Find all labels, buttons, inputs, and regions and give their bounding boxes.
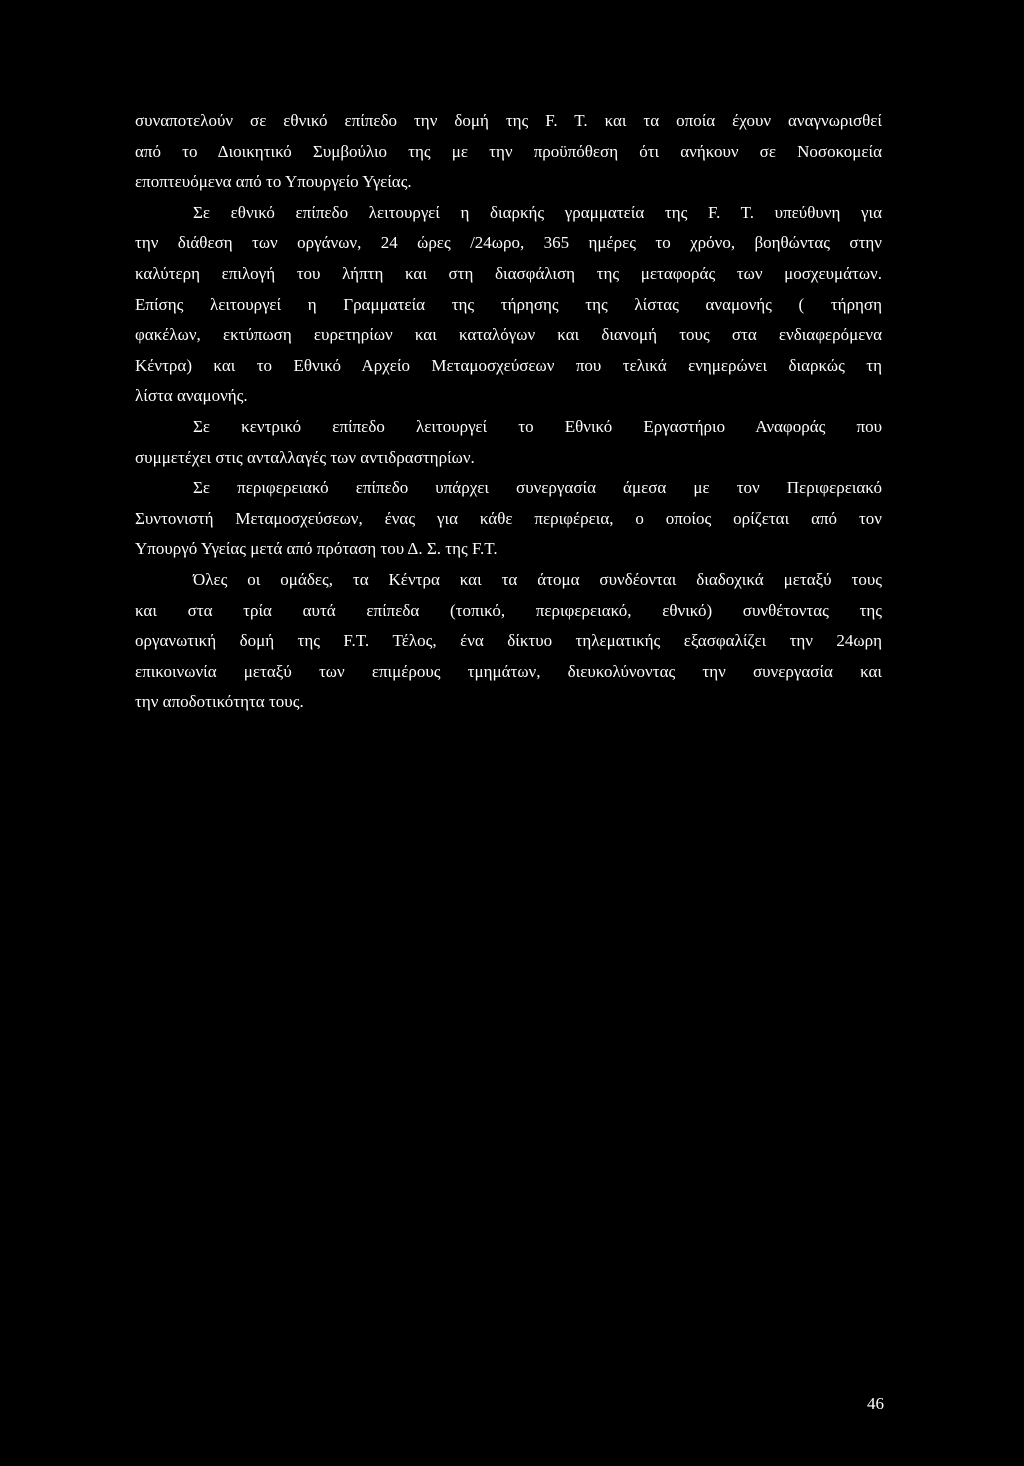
text-line: καλύτερη επιλογή του λήπτη και στη διασφάλιση της μεταφοράς των μοσχευμάτων.	[135, 263, 882, 283]
text-line: επικοινωνία μεταξύ των επιμέρους τμημάτων, διευκολύνοντας την συνεργασία και	[135, 661, 882, 681]
text-line: Υπουργό Υγείας μετά από πρόταση του Δ. Σ. της F.T.	[135, 539, 498, 559]
text-line: Κέντρα) και το Εθνικό Αρχείο Μεταμοσχεύσεων που τελικά ενημερώνει διαρκώς τη	[135, 355, 882, 375]
text-line: την αποδοτικότητα τους.	[135, 692, 304, 712]
text-line: λίστα αναμονής.	[135, 386, 248, 406]
body-text	[135, 106, 882, 718]
text-line: εποπτευόμενα από το Υπουργείο Υγείας.	[135, 172, 412, 192]
text-line: την διάθεση των οργάνων, 24 ώρες /24ωρο, 365 ημέρες το χρόνο, βοηθώντας στην	[135, 233, 882, 253]
text-line: Επίσης λειτουργεί η Γραμματεία της τήρησης της λίστας αναμονής ( τήρηση	[135, 294, 882, 314]
page-number: 46	[867, 1394, 884, 1413]
text-line: Σε περιφερειακό επίπεδο υπάρχει συνεργασία άμεσα με τον Περιφερειακό	[193, 478, 882, 498]
text-line: οργανωτική δομή της F.T. Τέλος, ένα δίκτυο τηλεματικής εξασφαλίζει την 24ωρη	[135, 631, 882, 651]
text-line: συναποτελούν σε εθνικό επίπεδο την δομή της F. T. και τα οποία έχουν αναγνωρισθεί	[135, 111, 882, 130]
text-line: Σε εθνικό επίπεδο λειτουργεί η διαρκής γραμματεία της F. T. υπεύθυνη για	[193, 202, 882, 222]
text-line: Σε κεντρικό επίπεδο λειτουργεί το Εθνικό Εργαστήριο Αναφοράς που	[193, 416, 882, 436]
text-line: Συντονιστή Μεταμοσχεύσεων, ένας για κάθε περιφέρεια, ο οποίος ορίζεται από τον	[135, 508, 882, 528]
text-line: συμμετέχει στις ανταλλαγές των αντιδραστηρίων.	[135, 447, 475, 467]
text-line: και στα τρία αυτά επίπεδα (τοπικό, περιφερειακό, εθνικό) συνθέτοντας της	[135, 600, 882, 620]
text-line: Όλες οι ομάδες, τα Κέντρα και τα άτομα συνδέονται διαδοχικά μεταξύ τους	[193, 569, 882, 589]
text-line: από το Διοικητικό Συμβούλιο της με την προϋπόθεση ότι ανήκουν σε Νοσοκομεία	[135, 141, 882, 161]
text-line: φακέλων, εκτύπωση ευρετηρίων και καταλόγων και διανομή τους στα ενδιαφερόμενα	[135, 325, 882, 345]
